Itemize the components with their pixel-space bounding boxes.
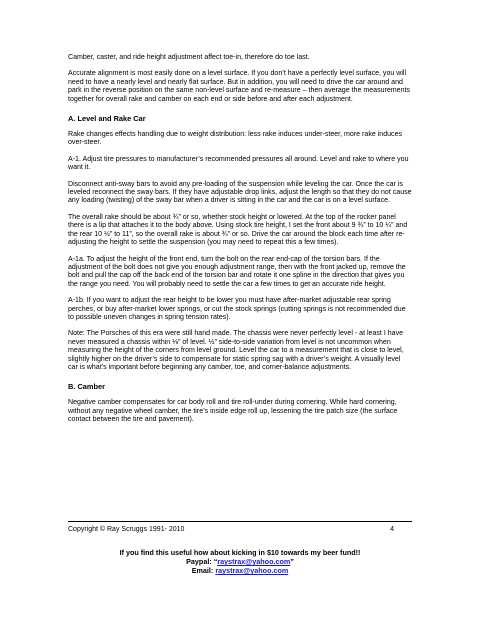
paypal-prefix: Paypal: “: [186, 557, 218, 566]
paragraph-a1: A-1. Adjust tire pressures to manufacturer’s recommended pressures all around. Level and rake to where you want it.: [68, 155, 409, 172]
paypal-line: [0, 557, 480, 566]
section-heading-level-rake: A. Level and Rake Car: [68, 114, 146, 124]
paragraph-toe-note: Camber, caster, and ride height adjustment affect toe-in, therefore do toe last.: [68, 54, 310, 61]
donation-block: [0, 548, 480, 575]
page-footer: [68, 521, 412, 533]
donation-request: If you find this useful how about kicking in $10 towards my beer fund!!: [119, 548, 361, 557]
email-link[interactable]: raystrax@yahoo.com: [215, 566, 289, 575]
paragraph-sway-bars: Disconnect anti-sway bars to avoid any pre-loading of the suspension while leveling the car. Once the car is leveled reconnect the sway bars. If they have adjustable drop links, adjust the length so that they do not cause any loading (twisting) of the sway bar when a driver is sitting in the car and the car is on a level surface.: [68, 180, 412, 205]
page-body: [68, 54, 412, 433]
paragraph-overall-rake: The overall rake should be about ¾” or so, whether stock height or lowered. At the top of the rocker panel there is a lip that attaches it to the body above. Using stock tire height, I set the front about 9 ¾” to 10 ¼” and the rear 10 ½” to 11”, so the overall rake is about ¾” or so. Drive the car around the block each time after re-adjusting the height to settle the suspension (you may need to repeat this a few times).: [68, 213, 408, 247]
paragraph-note: Note: The Porsches of this era were still hand made. The chassis were never perfectly level - at least I have never measured a chassis within ⅛” of level. ½” side-to-side variation from level is not uncommon when measuring the height of the corners from level ground. Level the car to a measurement that is close to level, slightly higher on the driver’s side to compensate for static spring sag with a driver’s weight. A visually level car is what’s important before beginning any camber, toe, and corner-balance adjustments.: [68, 330, 404, 371]
paypal-link[interactable]: raystrax@yahoo.com: [217, 557, 291, 566]
paragraph-level-surface: Accurate alignment is most easily done on a level surface. If you don’t have a perfectly level surface, you will need to have a nearly level and nearly flat surface. But in addition, you will need to drive the car around and park in the reverse position on the same non-level surface and re-measure – then average the measurements together for overall rake and camber on each end or side before and after each adjustment.: [68, 70, 410, 103]
paypal-suffix: ”: [290, 557, 294, 566]
paragraph-a1a: A-1a. To adjust the height of the front end, turn the bolt on the rear end-cap of the torsion bars. If the adjustment of the bolt does not give you enough adjustment range, then with the front jacked up, remove the bolt and pull the cap off the back end of the torsion bar and rotate it one spline in the direction that gives you the range you need. You will probably need to settle the car a few times to get an accurate ride height.: [68, 255, 406, 288]
email-prefix: Email:: [191, 566, 216, 575]
footer-copyright: Copyright © Ray Scruggs 1991- 2010: [68, 526, 185, 533]
paragraph-a1b: A-1b. If you want to adjust the rear height to be lower you must have after-market adjustable rear spring perches, or buy after-market lower springs, or cut the stock springs (cutting springs is not recommended due to possible uneven changes in spring tension rates).: [68, 297, 406, 321]
paragraph-camber: Negative camber compensates for car body roll and tire roll-under during cornering. While hard cornering, without any negative wheel camber, the tire’s inside edge roll up, lessening the tire patch size (the surface contact between the tire and pavement).: [68, 399, 398, 424]
page-number: 4: [390, 526, 394, 533]
paragraph-rake-handling: Rake changes effects handling due to weight distribution: less rake induces under-steer, more rake induces over-steer.: [68, 131, 403, 147]
email-line: [0, 566, 480, 575]
section-heading-camber: B. Camber: [68, 382, 105, 392]
